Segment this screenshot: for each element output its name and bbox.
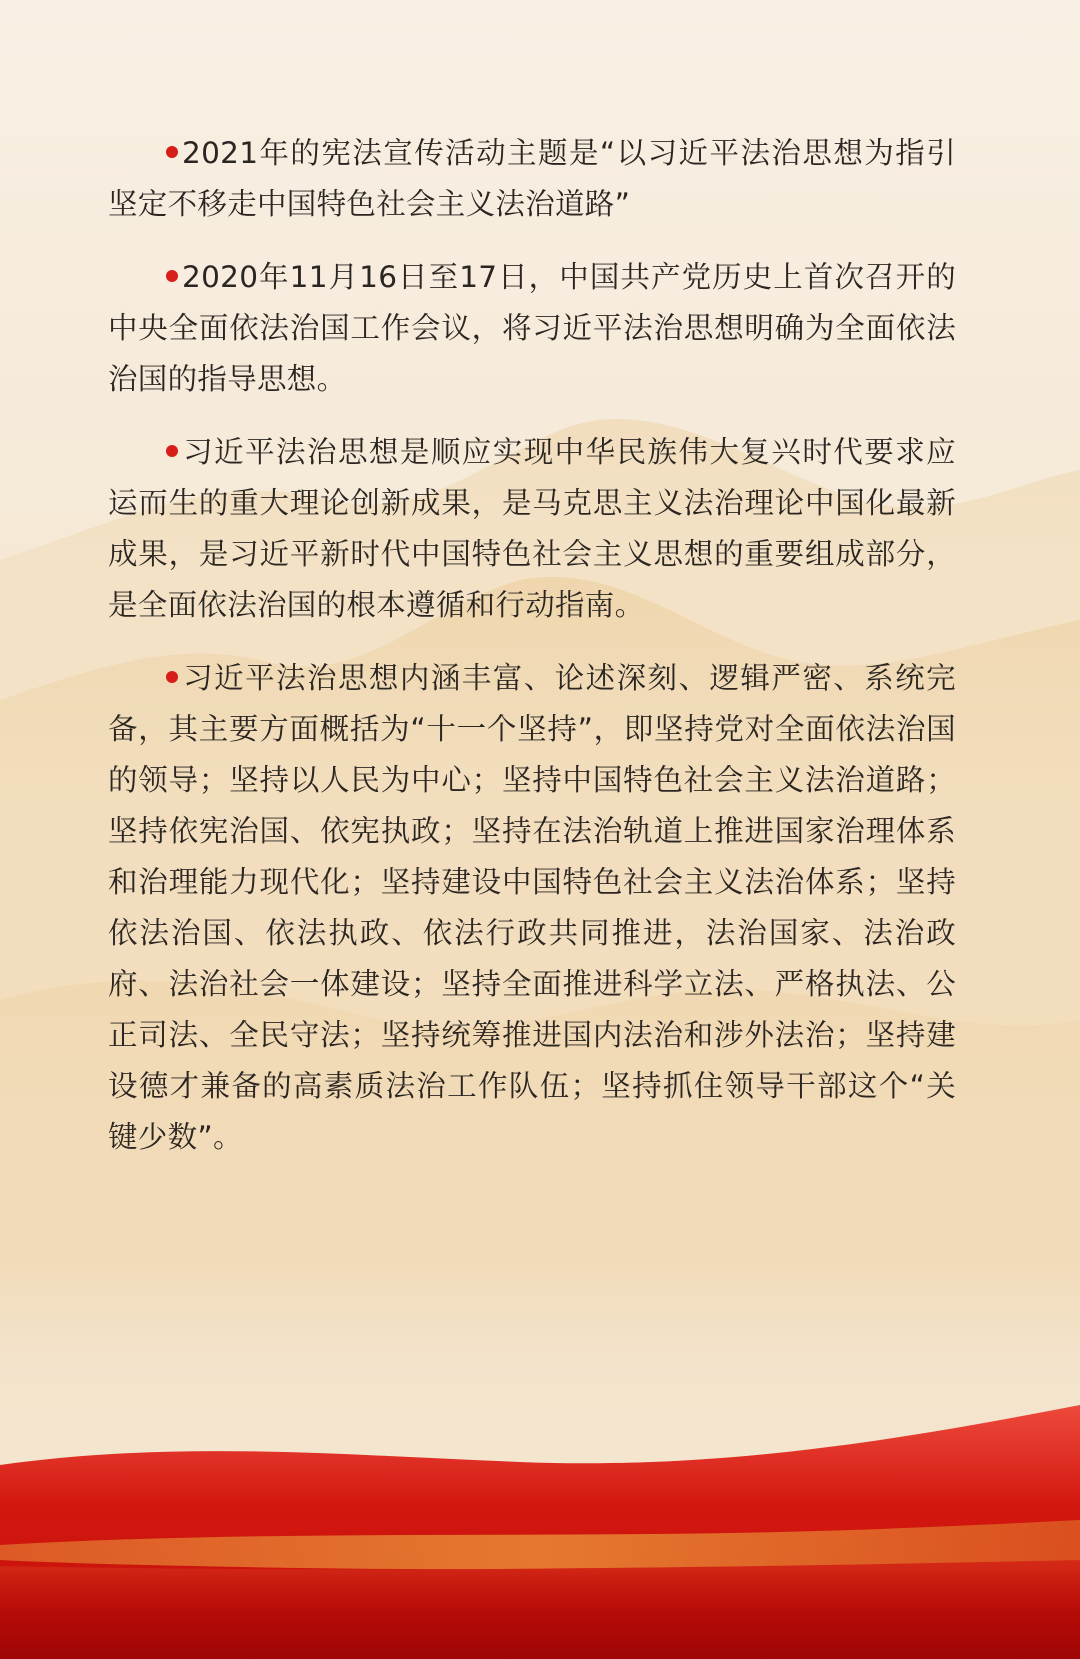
- paragraph-text: 习近平法治思想内涵丰富、论述深刻、逻辑严密、系统完备，其主要方面概括为“十一个坚持”，即坚持党对全面依法治国的领导；坚持以人民为中心；坚持中国特色社会主义法治道路；坚持依宪治国、依宪执政；坚持在法治轨道上推进国家治理体系和治理能力现代化；坚持建设中国特色社会主义法治体系；坚持依法治国、依法执政、依法行政共同推进，法治国家、法治政府、法治社会一体建设；坚持全面推进科学立法、严格执法、公正司法、全民守法；坚持统筹推进国内法治和涉外法治；坚持建设德才兼备的高素质法治工作队伍；坚持抓住领导干部这个“关键少数”。: [108, 661, 956, 1154]
- red-ribbon-wave: [0, 1405, 1080, 1659]
- bullet-dot-icon: [166, 671, 178, 683]
- bullet-paragraph-3: [108, 427, 956, 631]
- bullet-dot-icon: [166, 445, 178, 457]
- bullet-dot-icon: [166, 270, 178, 282]
- article-body: [108, 128, 956, 1185]
- bullet-dot-icon: [166, 146, 178, 158]
- paragraph-text: 习近平法治思想是顺应实现中华民族伟大复兴时代要求应运而生的重大理论创新成果，是马克思主义法治理论中国化最新成果，是习近平新时代中国特色社会主义思想的重要组成部分，是全面依法治国的根本遵循和行动指南。: [108, 435, 956, 622]
- paragraph-text: 2020年11月16日至17日，中国共产党历史上首次召开的中央全面依法治国工作会议，将习近平法治思想明确为全面依法治国的指导思想。: [108, 260, 956, 396]
- paragraph-text: 2021年的宪法宣传活动主题是“以习近平法治思想为指引 坚定不移走中国特色社会主义法治道路”: [108, 136, 956, 221]
- bullet-paragraph-1: [108, 128, 956, 230]
- bullet-paragraph-4: [108, 653, 956, 1163]
- bullet-paragraph-2: [108, 252, 956, 405]
